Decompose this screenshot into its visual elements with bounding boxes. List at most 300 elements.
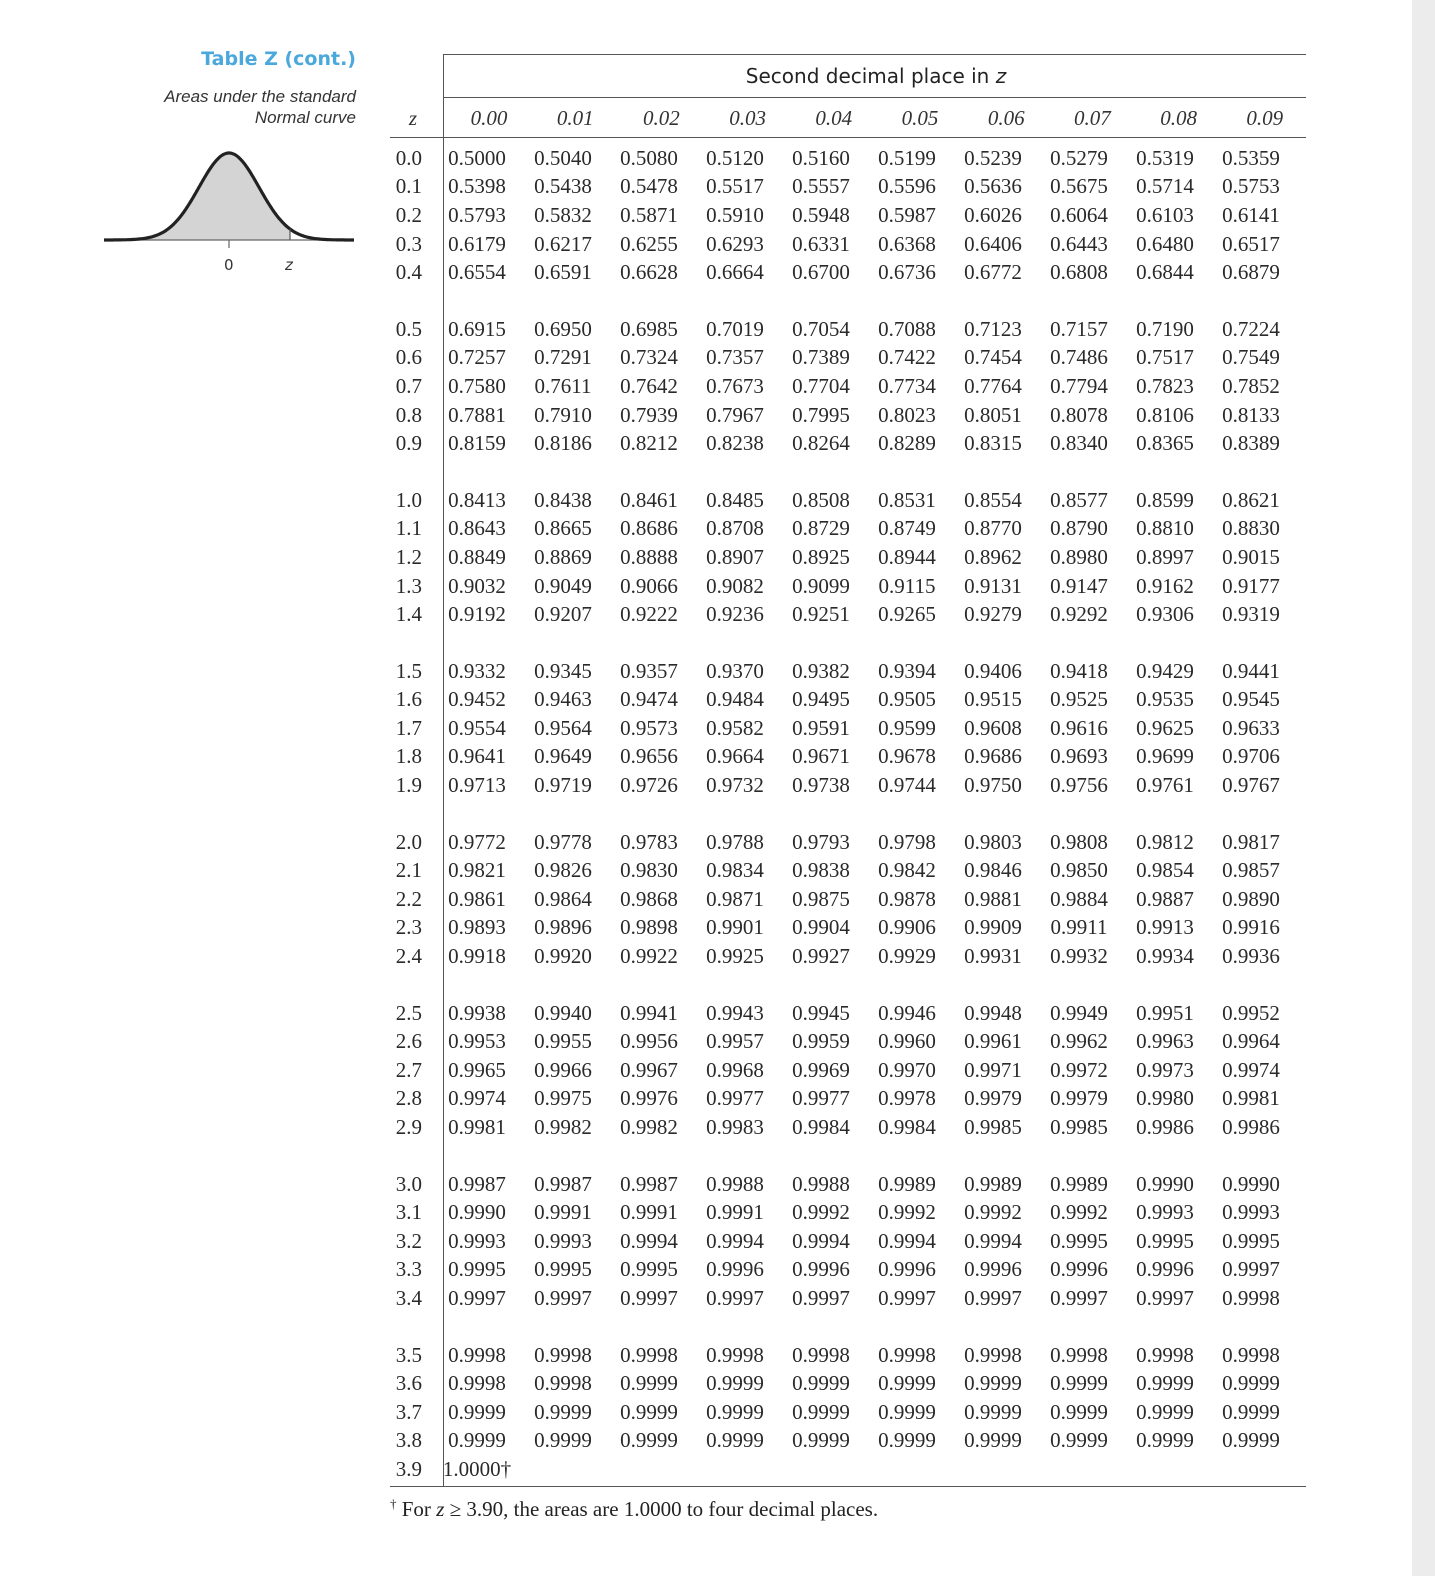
area-value: 0.9131 (964, 573, 1022, 598)
footnote-prefix: For (396, 1497, 437, 1521)
area-value: 0.9115 (878, 573, 936, 598)
area-value: 0.8212 (620, 431, 678, 456)
area-value: 0.9995 (1050, 1228, 1108, 1253)
area-value: 0.9987 (534, 1171, 592, 1196)
area-value: 0.5398 (448, 174, 506, 199)
area-value: 0.7291 (534, 345, 592, 370)
area-value: 0.9973 (1136, 1057, 1194, 1082)
area-value: 0.9772 (448, 829, 506, 854)
table-row (388, 1056, 1308, 1085)
area-value: 0.9949 (1050, 1000, 1108, 1025)
area-value: 0.9986 (1136, 1115, 1194, 1140)
area-value: 0.7611 (534, 373, 592, 398)
area-value: 0.9994 (792, 1228, 850, 1253)
table-row (388, 885, 1308, 914)
area-value: 0.6808 (1050, 260, 1108, 285)
area-value: 0.9992 (792, 1200, 850, 1225)
area-value: 0.9953 (448, 1029, 506, 1054)
area-value: 0.9976 (620, 1086, 678, 1111)
area-value: 0.9999 (964, 1371, 1022, 1396)
area-value: 0.9940 (534, 1000, 592, 1025)
area-value: 0.9993 (1136, 1200, 1194, 1225)
area-value: 0.6026 (964, 202, 1022, 227)
area-value: 0.9961 (964, 1029, 1022, 1054)
area-value: 0.8106 (1136, 402, 1194, 427)
z-column-header: z (408, 106, 418, 130)
area-value: 0.9554 (448, 715, 506, 740)
table-row (388, 771, 1308, 800)
area-value: 0.9989 (964, 1171, 1022, 1196)
table-row (388, 600, 1308, 629)
area-value: 0.8413 (448, 487, 506, 512)
z-value: 0.1 (395, 174, 422, 199)
area-value: 0.9938 (448, 1000, 506, 1025)
area-value: 0.6293 (706, 231, 764, 256)
area-value: 0.9177 (1222, 573, 1280, 598)
area-value: 0.9936 (1222, 944, 1280, 969)
area-value: 0.8577 (1050, 487, 1108, 512)
area-value: 0.9838 (792, 858, 850, 883)
area-value: 0.9998 (1222, 1342, 1280, 1367)
area-value: 0.9999 (534, 1399, 592, 1424)
z-table (388, 144, 1308, 1512)
area-value: 0.7454 (964, 345, 1022, 370)
area-value: 0.9999 (1136, 1371, 1194, 1396)
z-value: 1.6 (395, 687, 422, 712)
table-row (388, 258, 1308, 287)
area-value: 0.9798 (878, 829, 936, 854)
area-value: 0.9525 (1050, 687, 1108, 712)
table-row (388, 1113, 1308, 1142)
z-value: 3.3 (395, 1257, 422, 1282)
area-value: 0.9881 (964, 886, 1022, 911)
area-value: 0.9991 (534, 1200, 592, 1225)
area-value: 0.9963 (1136, 1029, 1194, 1054)
area-value: 0.9783 (620, 829, 678, 854)
row-group (388, 144, 1308, 287)
table-row (388, 1427, 1308, 1456)
column-header: 0.01 (556, 106, 594, 130)
area-value: 0.9370 (706, 658, 764, 683)
area-value: 0.9608 (964, 715, 1022, 740)
z-value: 0.0 (395, 145, 422, 170)
area-value: 0.9830 (620, 858, 678, 883)
area-value: 0.8869 (534, 544, 592, 569)
area-value: 0.6664 (706, 260, 764, 285)
area-value: 0.9699 (1136, 744, 1194, 769)
area-value: 0.9977 (792, 1086, 850, 1111)
area-value: 0.8708 (706, 516, 764, 541)
area-value: 0.9975 (534, 1086, 592, 1111)
area-value: 0.9998 (534, 1342, 592, 1367)
area-value: 0.5948 (792, 202, 850, 227)
area-value: 0.7673 (706, 373, 764, 398)
area-value: 0.9997 (1050, 1285, 1108, 1310)
area-value: 0.9984 (792, 1115, 850, 1140)
area-value: 0.7910 (534, 402, 592, 427)
area-value: 0.9265 (878, 602, 936, 627)
area-value: 0.9998 (792, 1342, 850, 1367)
area-value: 0.6517 (1222, 231, 1280, 256)
area-value: 0.7088 (878, 316, 936, 341)
area-value: 0.9909 (964, 915, 1022, 940)
area-value: 0.5832 (534, 202, 592, 227)
area-value: 0.7734 (878, 373, 936, 398)
area-value: 0.9207 (534, 602, 592, 627)
area-value: 0.9656 (620, 744, 678, 769)
table-row (388, 429, 1308, 458)
area-value: 0.9998 (534, 1371, 592, 1396)
area-value: 0.9931 (964, 944, 1022, 969)
area-value: 0.9997 (878, 1285, 936, 1310)
area-value: 0.7852 (1222, 373, 1280, 398)
table-row (388, 1284, 1308, 1313)
area-value: 0.9192 (448, 602, 506, 627)
z-value: 2.7 (395, 1057, 422, 1082)
table-row (388, 828, 1308, 857)
area-value: 0.9960 (878, 1029, 936, 1054)
area-value: 0.9998 (1050, 1342, 1108, 1367)
area-value: 0.9999 (620, 1399, 678, 1424)
area-value: 0.9948 (964, 1000, 1022, 1025)
table-row (388, 1369, 1308, 1398)
area-value: 0.8023 (878, 402, 936, 427)
area-value: 0.9999 (878, 1399, 936, 1424)
area-value: 0.6217 (534, 231, 592, 256)
area-value: 0.9999 (964, 1399, 1022, 1424)
area-value: 0.7642 (620, 373, 678, 398)
area-value: 0.9887 (1136, 886, 1194, 911)
area-value: 0.9994 (706, 1228, 764, 1253)
table-row (388, 344, 1308, 373)
table-row (388, 315, 1308, 344)
area-value: 0.9927 (792, 944, 850, 969)
area-value: 0.8790 (1050, 516, 1108, 541)
area-value: 0.9999 (706, 1371, 764, 1396)
area-value: 0.9985 (964, 1115, 1022, 1140)
area-value: 0.8770 (964, 516, 1022, 541)
area-value: 0.6591 (534, 260, 592, 285)
area-value: 0.9999 (964, 1428, 1022, 1453)
area-value: 0.9999 (792, 1428, 850, 1453)
area-value: 0.9920 (534, 944, 592, 969)
area-value: 0.9998 (706, 1342, 764, 1367)
area-value: 0.9850 (1050, 858, 1108, 883)
area-value: 0.8888 (620, 544, 678, 569)
z-value: 2.6 (395, 1029, 422, 1054)
area-value: 0.9999 (620, 1371, 678, 1396)
area-value: 0.9999 (792, 1399, 850, 1424)
area-value: 0.7995 (792, 402, 850, 427)
area-value: 0.9693 (1050, 744, 1108, 769)
area-value: 0.9999 (706, 1399, 764, 1424)
table-row (388, 572, 1308, 601)
z-value: 3.0 (395, 1171, 422, 1196)
area-value: 0.7422 (878, 345, 936, 370)
table-row (388, 486, 1308, 515)
area-value: 0.9418 (1050, 658, 1108, 683)
table-row (388, 543, 1308, 572)
area-value: 0.8749 (878, 516, 936, 541)
area-value: 0.9991 (620, 1200, 678, 1225)
area-value: 0.9991 (706, 1200, 764, 1225)
area-value: 0.9484 (706, 687, 764, 712)
area-value: 0.8264 (792, 431, 850, 456)
table-row (388, 401, 1308, 430)
area-value: 0.9616 (1050, 715, 1108, 740)
area-value: 0.9916 (1222, 915, 1280, 940)
table-top-rule (444, 54, 1306, 55)
area-value: 0.9319 (1222, 602, 1280, 627)
area-value: 0.8643 (448, 516, 506, 541)
area-value: 0.9744 (878, 773, 936, 798)
area-value: 0.9726 (620, 773, 678, 798)
area-value: 0.7580 (448, 373, 506, 398)
column-header: 0.09 (1246, 106, 1284, 130)
table-row (388, 372, 1308, 401)
area-value: 0.9959 (792, 1029, 850, 1054)
area-value: 0.9633 (1222, 715, 1280, 740)
area-value: 0.9778 (534, 829, 592, 854)
area-value: 0.9999 (1050, 1428, 1108, 1453)
area-value: 0.8997 (1136, 544, 1194, 569)
area-value: 0.9993 (1222, 1200, 1280, 1225)
z-value: 0.6 (395, 345, 422, 370)
area-value: 0.8962 (964, 544, 1022, 569)
z-value: 1.7 (395, 715, 422, 740)
area-value: 0.9999 (706, 1428, 764, 1453)
area-value: 0.5753 (1222, 174, 1280, 199)
area-value: 0.9974 (1222, 1057, 1280, 1082)
area-value: 0.5438 (534, 174, 592, 199)
area-value: 0.9932 (1050, 944, 1108, 969)
z-value: 2.1 (395, 858, 422, 883)
area-value: 0.6443 (1050, 231, 1108, 256)
area-value: 0.6103 (1136, 202, 1194, 227)
area-value: 0.9306 (1136, 602, 1194, 627)
area-value: 0.9986 (1222, 1115, 1280, 1140)
area-value: 0.9971 (964, 1057, 1022, 1082)
area-value: 0.9987 (448, 1171, 506, 1196)
area-value: 0.9664 (706, 744, 764, 769)
area-value: 0.9382 (792, 658, 850, 683)
area-value: 0.8340 (1050, 431, 1108, 456)
area-value: 0.9999 (534, 1428, 592, 1453)
table-row (388, 1256, 1308, 1285)
area-value: 0.9979 (1050, 1086, 1108, 1111)
area-value: 0.9996 (792, 1257, 850, 1282)
table-row (388, 1198, 1308, 1227)
area-value: 0.9998 (964, 1342, 1022, 1367)
area-value: 0.9989 (1050, 1171, 1108, 1196)
area-value: 0.8554 (964, 487, 1022, 512)
z-value: 0.7 (395, 373, 422, 398)
area-value: 0.6700 (792, 260, 850, 285)
area-value: 0.5714 (1136, 174, 1194, 199)
column-header: 0.05 (901, 106, 939, 130)
area-value: 0.9970 (878, 1057, 936, 1082)
column-header: 0.04 (815, 106, 853, 130)
area-value: 0.9943 (706, 1000, 764, 1025)
area-value: 0.7823 (1136, 373, 1194, 398)
z-value: 0.5 (395, 316, 422, 341)
area-value: 0.8599 (1136, 487, 1194, 512)
curve-label-z: z (285, 256, 293, 274)
area-value: 0.9582 (706, 715, 764, 740)
area-value: 0.9147 (1050, 573, 1108, 598)
column-header: 0.08 (1160, 106, 1197, 130)
area-value: 0.9999 (620, 1428, 678, 1453)
area-value: 0.6950 (534, 316, 592, 341)
z-value: 3.7 (395, 1399, 422, 1424)
area-value: 0.9997 (964, 1285, 1022, 1310)
area-value: 0.8438 (534, 487, 592, 512)
area-value: 0.8461 (620, 487, 678, 512)
area-value: 0.9868 (620, 886, 678, 911)
z-value: 3.2 (395, 1228, 422, 1253)
spanner-heading-var: z (995, 64, 1007, 88)
z-value: 1.9 (395, 773, 422, 798)
area-value: 0.9998 (1222, 1285, 1280, 1310)
subtitle-line-1: Areas under the standard (164, 87, 356, 106)
area-value: 0.9997 (620, 1285, 678, 1310)
area-value: 0.7019 (706, 316, 764, 341)
z-value: 1.8 (395, 744, 422, 769)
area-value: 0.9826 (534, 858, 592, 883)
area-value: 0.9441 (1222, 658, 1280, 683)
table-row (388, 657, 1308, 686)
area-value: 0.8315 (964, 431, 1022, 456)
area-value: 0.5239 (964, 145, 1022, 170)
area-value: 0.7486 (1050, 345, 1108, 370)
scrollbar[interactable] (1412, 0, 1435, 1576)
column-header: 0.02 (643, 106, 680, 130)
area-value: 0.9999 (1136, 1428, 1194, 1453)
table-subtitle (100, 86, 356, 128)
area-value: 0.9995 (448, 1257, 506, 1282)
z-value: 3.9 (395, 1456, 422, 1481)
area-value: 0.6985 (620, 316, 678, 341)
area-value: 0.9875 (792, 886, 850, 911)
area-value: 0.9906 (878, 915, 936, 940)
area-value: 0.9994 (964, 1228, 1022, 1253)
area-value: 0.9983 (706, 1115, 764, 1140)
area-value: 0.7257 (448, 345, 506, 370)
area-value: 0.9817 (1222, 829, 1280, 854)
area-value: 0.7157 (1050, 316, 1108, 341)
z-value: 1.4 (395, 602, 422, 627)
area-value: 0.6331 (792, 231, 850, 256)
area-value: 0.9332 (448, 658, 506, 683)
area-value: 0.7054 (792, 316, 850, 341)
area-value: 0.7224 (1222, 316, 1280, 341)
area-value: 0.9732 (706, 773, 764, 798)
area-value: 0.9997 (792, 1285, 850, 1310)
footnote-var: z (436, 1497, 445, 1521)
shaded-area (104, 153, 290, 240)
area-value: 0.9999 (448, 1399, 506, 1424)
area-value: 0.9955 (534, 1029, 592, 1054)
area-value: 0.9999 (878, 1428, 936, 1453)
area-value: 0.5319 (1136, 145, 1194, 170)
area-value: 0.9515 (964, 687, 1022, 712)
table-row (388, 743, 1308, 772)
area-value: 0.8389 (1222, 431, 1280, 456)
area-value: 0.9957 (706, 1029, 764, 1054)
area-value: 0.6179 (448, 231, 506, 256)
table-row (388, 1085, 1308, 1114)
area-value: 0.5279 (1050, 145, 1108, 170)
area-value: 0.6368 (878, 231, 936, 256)
area-value: 0.9545 (1222, 687, 1280, 712)
area-value: 0.9999 (1050, 1371, 1108, 1396)
area-value: 0.9406 (964, 658, 1022, 683)
area-value: 0.9982 (534, 1115, 592, 1140)
area-value: 0.8729 (792, 516, 850, 541)
area-value: 0.8186 (534, 431, 592, 456)
area-value: 0.5040 (534, 145, 592, 170)
z-value: 1.2 (395, 544, 422, 569)
area-value: 0.9984 (878, 1115, 936, 1140)
area-value: 0.9812 (1136, 829, 1194, 854)
area-value: 0.9998 (1136, 1342, 1194, 1367)
area-value: 0.9625 (1136, 715, 1194, 740)
area-value: 0.9999 (1136, 1399, 1194, 1424)
column-header: 0.03 (729, 106, 766, 130)
area-value: 0.9999 (878, 1371, 936, 1396)
area-value: 0.9884 (1050, 886, 1108, 911)
row-group (388, 999, 1308, 1142)
area-value: 0.9842 (878, 858, 936, 883)
z-value: 1.5 (395, 658, 422, 683)
area-value: 0.9974 (448, 1086, 506, 1111)
area-value: 0.9706 (1222, 744, 1280, 769)
area-value: 0.8849 (448, 544, 506, 569)
area-value: 0.8365 (1136, 431, 1194, 456)
area-value: 0.9996 (706, 1257, 764, 1282)
area-value: 0.9998 (448, 1342, 506, 1367)
area-value: 0.8159 (448, 431, 506, 456)
table-row (388, 201, 1308, 230)
area-value: 0.9251 (792, 602, 850, 627)
area-value: 0.9982 (620, 1115, 678, 1140)
area-value: 0.9996 (1136, 1257, 1194, 1282)
area-value: 0.9599 (878, 715, 936, 740)
area-value: 0.6480 (1136, 231, 1194, 256)
area-value: 0.9222 (620, 602, 678, 627)
z-value: 2.0 (395, 829, 422, 854)
area-value: 0.8665 (534, 516, 592, 541)
table-row (388, 856, 1308, 885)
area-value: 0.8133 (1222, 402, 1280, 427)
row-group (388, 657, 1308, 800)
table-row (388, 1341, 1308, 1370)
area-value: 0.8686 (620, 516, 678, 541)
table-title: Table Z (cont.) (201, 48, 356, 70)
area-value: 0.9162 (1136, 573, 1194, 598)
area-value: 0.9767 (1222, 773, 1280, 798)
area-value: 0.9803 (964, 829, 1022, 854)
z-value: 2.9 (395, 1115, 422, 1140)
area-value: 0.9641 (448, 744, 506, 769)
curve-label-zero: 0 (224, 256, 234, 274)
area-value: 0.9808 (1050, 829, 1108, 854)
area-value: 0.9994 (620, 1228, 678, 1253)
area-value: 0.9964 (1222, 1029, 1280, 1054)
area-value: 0.9911 (1050, 915, 1108, 940)
area-value: 0.5359 (1222, 145, 1280, 170)
area-value: 0.9505 (878, 687, 936, 712)
